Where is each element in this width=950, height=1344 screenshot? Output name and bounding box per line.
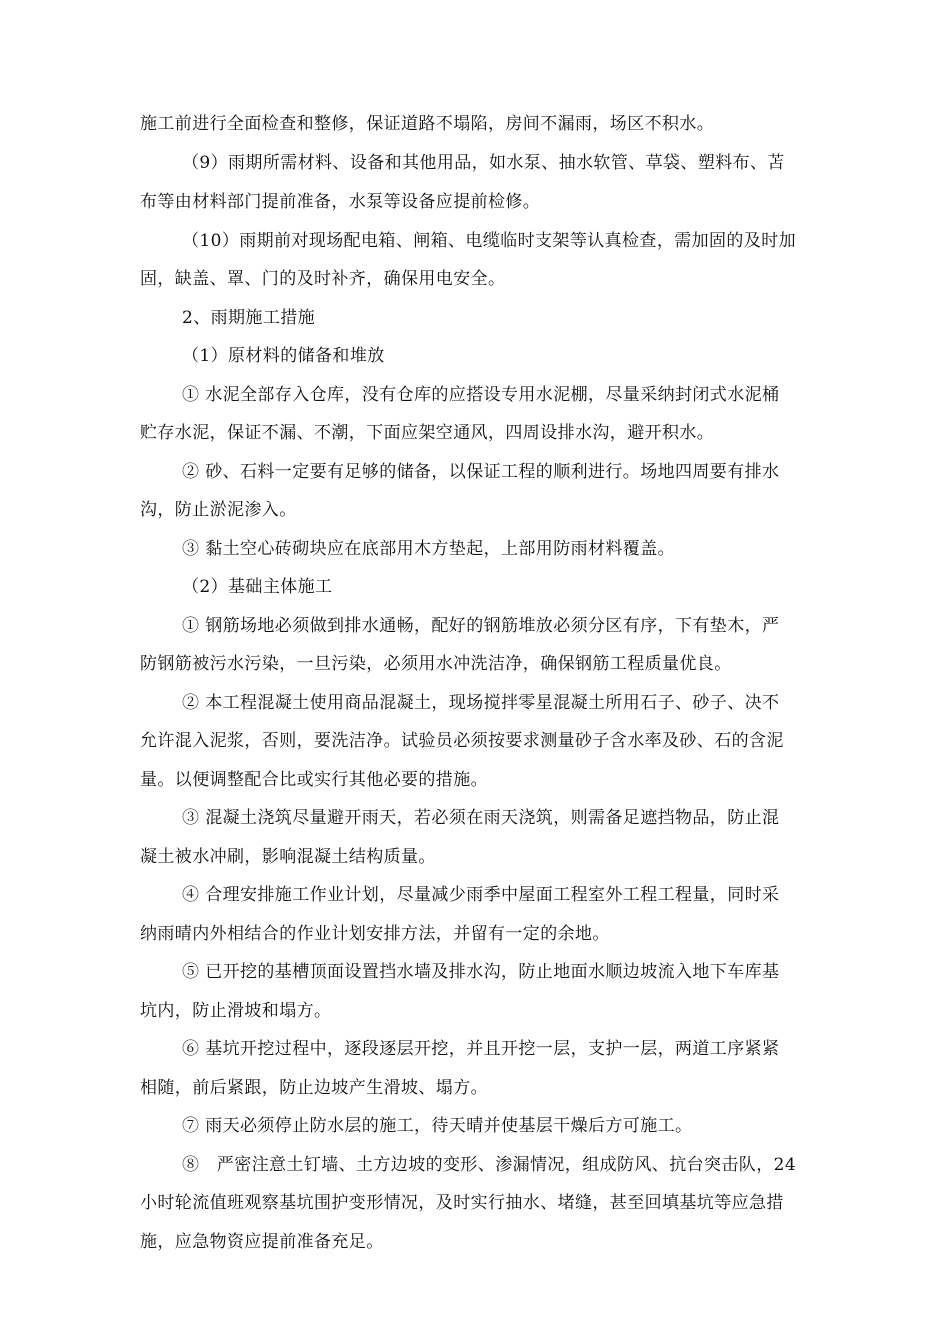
text-line: ③ 混凝土浇筑尽量避开雨天，若必须在雨天浇筑，则需备足遮挡物品，防止混: [182, 808, 780, 828]
text-line: 施，应急物资应提前准备充足。: [140, 1232, 384, 1252]
text-line: 沟，防止淤泥渗入。: [140, 500, 297, 520]
text-line: ⑦ 雨天必须停止防水层的施工，待天晴并使基层干燥后方可施工。: [182, 1116, 693, 1136]
text-line: ① 钢筋场地必须做到排水通畅，配好的钢筋堆放必须分区有序，下有垫木，严: [182, 616, 780, 636]
text-line: ① 水泥全部存入仓库，没有仓库的应搭设专用水泥棚，尽量采纳封闭式水泥桶: [182, 385, 780, 405]
text-line: ② 本工程混凝土使用商品混凝土，现场搅拌零星混凝土所用石子、砂子、决不: [182, 693, 780, 713]
text-line: 布等由材料部门提前准备，水泵等设备应提前检修。: [140, 192, 541, 212]
text-line: 施工前进行全面检查和整修，保证道路不塌陷，房间不漏雨，场区不积水。: [140, 114, 715, 134]
text-line: 纳雨晴内外相结合的作业计划安排方法，并留有一定的余地。: [140, 924, 610, 944]
text-line: （9）雨期所需材料、设备和其他用品，如水泵、抽水软管、草袋、塑料布、苫: [182, 153, 785, 173]
text-line: ⑤ 已开挖的基槽顶面设置挡水墙及排水沟，防止地面水顺边坡流入地下车库基: [182, 962, 780, 982]
text-line: 坑内，防止滑坡和塌方。: [140, 1001, 332, 1021]
text-line: （10）雨期前对现场配电箱、闸箱、电缆临时支架等认真检查，需加固的及时加: [182, 231, 797, 251]
text-line: 固，缺盖、罩、门的及时补齐，确保用电安全。: [140, 269, 506, 289]
text-line: 量。以便调整配合比或实行其他必要的措施。: [140, 770, 488, 790]
subsection-heading: （1）原材料的储备和堆放: [182, 346, 385, 366]
text-line: 贮存水泥，保证不漏、不潮，下面应架空通风，四周设排水沟，避开积水。: [140, 423, 715, 443]
subsection-heading: （2）基础主体施工: [182, 577, 333, 597]
section-heading: 2、雨期施工措施: [182, 308, 316, 328]
text-line: ④ 合理安排施工作业计划，尽量减少雨季中屋面工程室外工程工程量，同时采: [182, 885, 780, 905]
text-line: 相随，前后紧跟，防止边坡产生滑坡、塌方。: [140, 1078, 488, 1098]
text-line: ⑥ 基坑开挖过程中，逐段逐层开挖，并且开挖一层，支护一层，两道工序紧紧: [182, 1039, 780, 1059]
text-line: ⑧ 严密注意土钉墙、土方边坡的变形、渗漏情况，组成防风、抗台突击队，24: [182, 1155, 797, 1175]
text-line: 允许混入泥浆，否则，要洗洁净。试验员必须按要求测量砂子含水率及砂、石的含泥: [140, 731, 784, 751]
text-line: ② 砂、石料一定要有足够的储备，以保证工程的顺利进行。场地四周要有排水: [182, 462, 780, 482]
text-line: ③ 黏土空心砖砌块应在底部用木方垫起，上部用防雨材料覆盖。: [182, 539, 676, 559]
text-line: 防钢筋被污水污染，一旦污染，必须用水冲洗洁净，确保钢筋工程质量优良。: [140, 654, 732, 674]
text-line: 小时轮流值班观察基坑围护变形情况，及时实行抽水、堵缝，甚至回填基坑等应急措: [140, 1193, 784, 1213]
text-line: 凝土被水冲刷，影响混凝土结构质量。: [140, 847, 436, 867]
